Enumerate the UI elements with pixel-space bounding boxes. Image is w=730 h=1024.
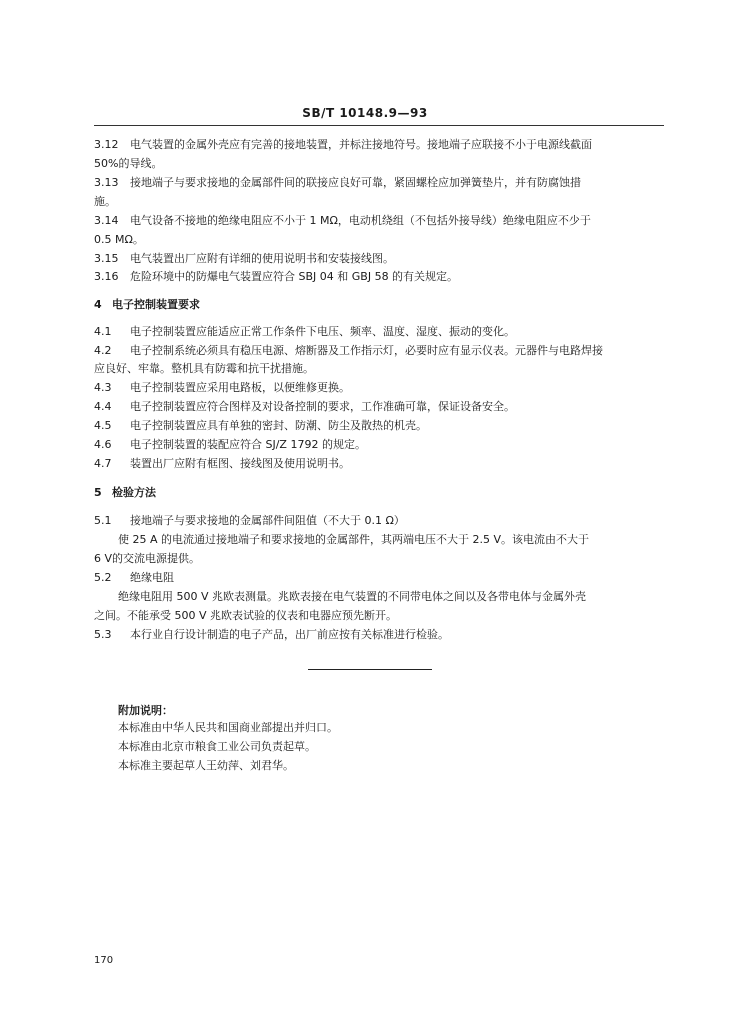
appendix-line: 本标准主要起草人王幼萍、刘君华。 xyxy=(118,759,294,772)
section-4-heading xyxy=(94,298,200,312)
page-number: 170 xyxy=(94,955,114,966)
clause-4-7 xyxy=(94,457,350,471)
clause-5-2-para: 绝缘电阻用 500 V 兆欧表测量。兆欧表接在电气装置的不同带电体之间以及各带电体与金属外壳 xyxy=(118,590,587,603)
clause-3-13-cont: 施。 xyxy=(94,195,116,208)
clause-number: 4.7 xyxy=(94,457,112,470)
clause-4-6 xyxy=(94,438,366,452)
clause-title: 绝缘电阻 xyxy=(130,571,174,584)
appendix-line: 本标准由北京市粮食工业公司负责起草。 xyxy=(118,740,316,753)
clause-text: 电子控制装置应采用电路板，以便维修更换。 xyxy=(130,381,350,394)
standard-code-header: SB/T 10148.9—93 xyxy=(302,106,428,120)
clause-text: 接地端子与要求接地的金属部件间的联接应良好可靠，紧固螺栓应加弹簧垫片，并有防腐蚀措 xyxy=(130,176,581,189)
clause-number: 3.12 xyxy=(94,138,119,151)
clause-4-2-cont: 应良好、牢靠。整机具有防霉和抗干扰措施。 xyxy=(94,362,314,375)
clause-4-1 xyxy=(94,325,515,339)
clause-5-2 xyxy=(94,571,174,585)
clause-4-5 xyxy=(94,419,427,433)
clause-text: 电子控制装置应具有单独的密封、防潮、防尘及散热的机壳。 xyxy=(130,419,427,432)
clause-number: 4.5 xyxy=(94,419,112,432)
clause-5-1 xyxy=(94,514,405,528)
clause-text: 电气装置出厂应附有详细的使用说明书和安装接线图。 xyxy=(130,252,394,265)
clause-5-1-para: 使 25 A 的电流通过接地端子和要求接地的金属部件，其两端电压不大于 2.5 V。该电流由不大于 xyxy=(118,533,590,546)
appendix-line: 本标准由中华人民共和国商业部提出并归口。 xyxy=(118,721,338,734)
section-divider xyxy=(308,669,432,670)
section-number: 5 xyxy=(94,486,102,499)
clause-text: 危险环境中的防爆电气装置应符合 SBJ 04 和 GBJ 58 的有关规定。 xyxy=(130,270,459,283)
clause-number: 4.1 xyxy=(94,325,112,338)
section-number: 4 xyxy=(94,298,102,311)
clause-text: 本行业自行设计制造的电子产品，出厂前应按有关标准进行检验。 xyxy=(130,628,449,641)
clause-3-13 xyxy=(94,176,581,190)
clause-text: 电气装置的金属外壳应有完善的接地装置，并标注接地符号。接地端子应联接不小于电源线截面 xyxy=(130,138,592,151)
clause-4-2 xyxy=(94,344,603,358)
clause-3-14-cont: 0.5 MΩ。 xyxy=(94,233,144,246)
clause-text: 电子控制系统必须具有稳压电源、熔断器及工作指示灯，必要时应有显示仪表。元器件与电路焊接 xyxy=(130,344,603,357)
section-title: 电子控制装置要求 xyxy=(112,298,200,311)
header-rule xyxy=(94,125,664,126)
clause-5-3 xyxy=(94,628,449,642)
clause-3-12 xyxy=(94,138,592,152)
clause-number: 3.13 xyxy=(94,176,119,189)
clause-number: 4.4 xyxy=(94,400,112,413)
clause-number: 3.16 xyxy=(94,270,119,283)
clause-5-1-para-cont: 6 V的交流电源提供。 xyxy=(94,552,201,565)
clause-5-2-para-cont: 之间。不能承受 500 V 兆欧表试验的仪表和电器应预先断开。 xyxy=(94,609,398,622)
clause-number: 5.2 xyxy=(94,571,112,584)
clause-number: 4.3 xyxy=(94,381,112,394)
clause-4-3 xyxy=(94,381,350,395)
appendix-title: 附加说明： xyxy=(118,704,173,717)
clause-text: 电气设备不接地的绝缘电阻应不小于 1 MΩ，电动机绕组（不包括外接导线）绝缘电阻应不少于 xyxy=(130,214,591,227)
clause-3-14 xyxy=(94,214,591,228)
clause-text: 电子控制装置的装配应符合 SJ/Z 1792 的规定。 xyxy=(130,438,366,451)
clause-title: 接地端子与要求接地的金属部件间阻值（不大于 0.1 Ω） xyxy=(130,514,405,527)
clause-3-16 xyxy=(94,270,458,284)
clause-number: 5.3 xyxy=(94,628,112,641)
clause-3-12-cont: 50%的导线。 xyxy=(94,157,163,170)
clause-number: 5.1 xyxy=(94,514,112,527)
clause-3-15 xyxy=(94,252,394,266)
clause-4-4 xyxy=(94,400,515,414)
clause-text: 装置出厂应附有框图、接线图及使用说明书。 xyxy=(130,457,350,470)
section-title: 检验方法 xyxy=(112,486,156,499)
clause-text: 电子控制装置应能适应正常工作条件下电压、频率、温度、湿度、振动的变化。 xyxy=(130,325,515,338)
clause-number: 3.14 xyxy=(94,214,119,227)
clause-number: 4.6 xyxy=(94,438,112,451)
section-5-heading xyxy=(94,486,156,500)
clause-number: 4.2 xyxy=(94,344,112,357)
clause-text: 电子控制装置应符合图样及对设备控制的要求，工作准确可靠，保证设备安全。 xyxy=(130,400,515,413)
clause-number: 3.15 xyxy=(94,252,119,265)
